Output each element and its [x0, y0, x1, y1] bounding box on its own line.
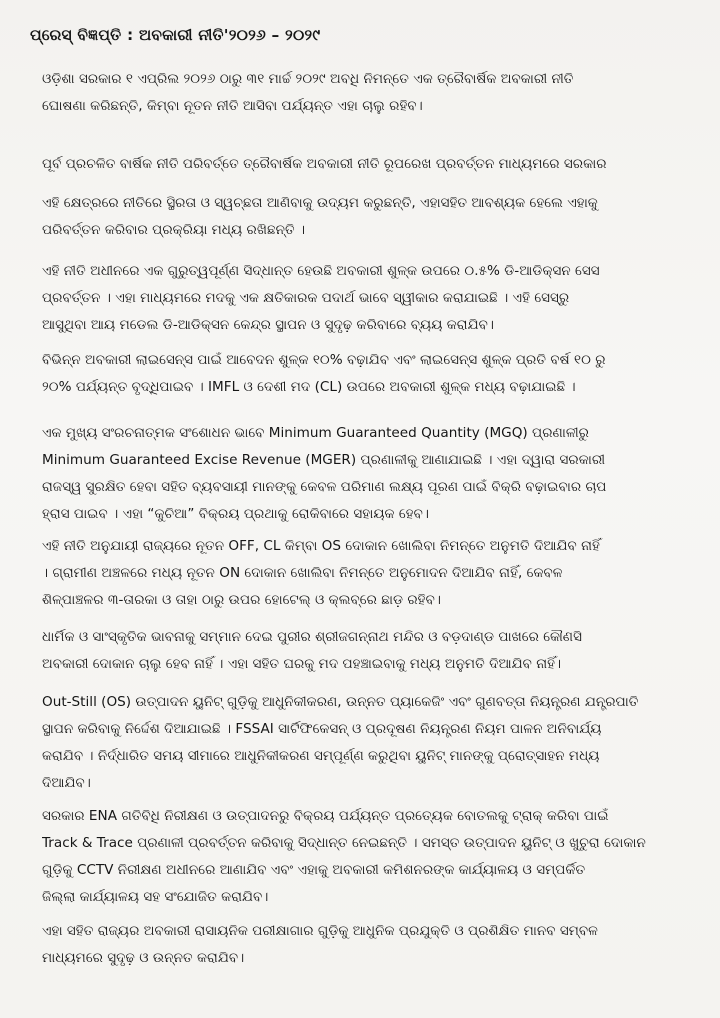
text-line: ଅବକାରୀ ଦୋକାନ ଚାଲୁ ହେବ ନାହିଁ । ଏହା ସହିତ ଘରକୁ ମଦ ପହଞ୍ଚାଇବାକୁ ମଧ୍ୟ ଅନୁମତି ଦିଆଯିବ ନାହିଁ। — [42, 656, 562, 672]
text-line: ଦିଆଯିବ। — [42, 775, 91, 791]
text-line: ମାଧ୍ୟମରେ ସୁଦୃଢ଼ ଓ ଉନ୍ନତ କରାଯିବ। — [42, 950, 245, 966]
text-line: ଘୋଷଣା କରିଛନ୍ତି, କିମ୍ବା ନୂତନ ନୀତି ଆସିବା ପର୍ଯ୍ୟନ୍ତ ଏହା ଚାଲୁ ରହିବ। — [42, 98, 423, 114]
paragraph-chemical-labs — [42, 918, 692, 972]
paragraph-stability — [42, 190, 692, 244]
text-line: ଏହି ନୀତି ଅନୁଯାୟୀ ରାଜ୍ୟରେ ନୂତନ OFF, CL କିମ୍ବା OS ଦୋକାନ ଖୋଲିବା ନିମନ୍ତେ ଅନୁମତି ଦିଆଯିବ ନାହିଁ — [42, 538, 600, 554]
text-line: ସ୍ଥାପନ କରିବାକୁ ନିର୍ଦ୍ଦେଶ ଦିଆଯାଇଛି । FSSAI ସାର୍ଟିଫିକେସନ୍ ଓ ପ୍ରଦୂଷଣ ନିୟନ୍ତ୍ରଣ ନିୟମ ପାଳନ ଅନିବାର୍ଯ୍ୟ — [42, 721, 602, 737]
text-line: ପୂର୍ବ ପ୍ରଚଳିତ ବାର୍ଷିକ ନୀତି ପରିବର୍ତ୍ତେ ତ୍ରୈବାର୍ଷିକ ଅବକାରୀ ନୀତି ରୂପରେଖ ପ୍ରବର୍ତ୍ତନ ମାଧ୍ୟମରେ ସରକାର — [42, 156, 607, 172]
text-line: ହ୍ରାସ ପାଇବ । ଏହା “କୁଚିଆ” ବିକ୍ରୟ ପ୍ରଥାକୁ ରୋକିବାରେ ସହାୟକ ହେବ। — [42, 506, 430, 522]
text-line: ୨୦% ପର୍ଯ୍ୟନ୍ତ ବୃଦ୍ଧିପାଇବ । IMFL ଓ ଦେଶୀ ମଦ (CL) ଉପରେ ଅବକାରୀ ଶୁଳ୍କ ମଧ୍ୟ ବଢ଼ାଯାଇଛି । — [42, 379, 576, 395]
text-line: ଏକ ମୁଖ୍ୟ ସଂରଚନାତ୍ମକ ସଂଶୋଧନ ଭାବେ Minimum Guaranteed Quantity (MGQ) ପ୍ରଣାଳୀରୁ — [42, 425, 589, 441]
text-line: ଗୁଡ଼ିକୁ CCTV ନିରୀକ୍ଷଣ ଅଧୀନରେ ଆଣାଯିବ ଏବଂ ଏହାକୁ ଅବକାରୀ କମିଶନରଙ୍କ କାର୍ଯ୍ୟାଳୟ ଓ ସମ୍ପର୍କିତ — [42, 862, 586, 878]
text-line: ବିଭିନ୍ନ ଅବକାରୀ ଲାଇସେନ୍ସ ପାଇଁ ଆବେଦନ ଶୁଳ୍କ ୧୦% ବଢ଼ାଯିବ ଏବଂ ଲାଇସେନ୍ସ ଶୁଳ୍କ ପ୍ରତି ବର୍ଷ ୧୦ ରୁ — [42, 352, 606, 368]
text-line: ଏହି କ୍ଷେତ୍ରରେ ନୀତିରେ ସ୍ଥିରତା ଓ ସ୍ୱଚ୍ଛତା ଆଣିବାକୁ ଉଦ୍ୟମ କରୁଛନ୍ତି, ଏହାସହିତ ଆବଶ୍ୟକ ହେଲେ ଏହାକୁ — [42, 195, 598, 211]
paragraph-out-still — [42, 689, 692, 797]
paragraph-new-shops — [42, 533, 692, 614]
paragraph-triennial-policy — [42, 151, 692, 178]
text-line: Out-Still (OS) ଉତ୍ପାଦନ ୟୁନିଟ୍ ଗୁଡ଼ିକୁ ଆଧୁନିକୀକରଣ, ଉନ୍ନତ ପ୍ୟାକେଜିଂ ଏବଂ ଗୁଣବତ୍ତା ନିୟନ୍ତ୍ରଣ ଯନ୍ତ୍ରପାତି — [42, 694, 639, 710]
text-line: କରାଯିବ । ନିର୍ଦ୍ଧାରିତ ସମୟ ସୀମାରେ ଆଧୁନିକୀକରଣ ସମ୍ପୂର୍ଣ୍ଣ କରୁଥିବା ୟୁନିଟ୍ ମାନଙ୍କୁ ପ୍ରୋତ୍ସାହନ ମଧ୍ୟ — [42, 748, 600, 764]
paragraph-license-fees — [42, 347, 692, 401]
text-line: ଏହି ନୀତି ଅଧୀନରେ ଏକ ଗୁରୁତ୍ୱପୂର୍ଣ୍ଣ ସିଦ୍ଧାନ୍ତ ହେଉଛି ଅବକାରୀ ଶୁଳ୍କ ଉପରେ ୦.୫% ଡି-ଆଡିକ୍ସନ ସେସ — [42, 263, 600, 279]
text-line: ସରକାର ENA ଗତିବିଧି ନିରୀକ୍ଷଣ ଓ ଉତ୍ପାଦନରୁ ବିକ୍ରୟ ପର୍ଯ୍ୟନ୍ତ ପ୍ରତ୍ୟେକ ବୋତଲକୁ ଟ୍ରାକ୍ କରିବା ପାଇଁ — [42, 808, 609, 824]
text-line: ଧାର୍ମିକ ଓ ସାଂସ୍କୃତିକ ଭାବନାକୁ ସମ୍ମାନ ଦେଇ ପୁରୀର ଶ୍ରୀଜଗନ୍ନାଥ ମନ୍ଦିର ଓ ବଡ଼ଦାଣ୍ଡ ପାଖରେ କୌଣସି — [42, 629, 582, 645]
text-line: ଜିଲ୍ଲା କାର୍ଯ୍ୟାଳୟ ସହ ସଂଯୋଜିତ କରାଯିବ। — [42, 889, 269, 905]
text-line: Minimum Guaranteed Excise Revenue (MGER) ପ୍ରଣାଳୀକୁ ଆଣାଯାଇଛି । ଏହା ଦ୍ୱାରା ସରକାରୀ — [42, 452, 606, 468]
document-title: ପ୍ରେସ୍ ବିଜ୍ଞପ୍ତି : ଅବକାରୀ ନୀତି'୨୦୨୬ – ୨୦୨୯ — [30, 26, 321, 44]
text-line: Track & Trace ପ୍ରଣାଳୀ ପ୍ରବର୍ତ୍ତନ କରିବାକୁ ସିଦ୍ଧାନ୍ତ ନେଇଛନ୍ତି । ସମସ୍ତ ଉତ୍ପାଦନ ୟୁନିଟ୍ ଓ ଖୁଚୁରା ଦୋକାନ — [42, 835, 646, 851]
text-line: ଓଡ଼ିଶା ସରକାର ୧ ଏପ୍ରିଲ ୨୦୨୬ ଠାରୁ ୩୧ ମାର୍ଚ୍ଚ ୨୦୨୯ ଅବଧି ନିମନ୍ତେ ଏକ ତ୍ରୈବାର୍ଷିକ ଅବକାରୀ ନୀତି — [42, 71, 574, 87]
text-line: । ଗ୍ରାମୀଣ ଅଞ୍ଚଳରେ ମଧ୍ୟ ନୂତନ ON ଦୋକାନ ଖୋଲିବା ନିମନ୍ତେ ଅନୁମୋଦନ ଦିଆଯିବ ନାହିଁ, କେବଳ — [42, 565, 563, 581]
paragraph-track-trace — [42, 803, 692, 911]
text-line: ପ୍ରବର୍ତ୍ତନ । ଏହା ମାଧ୍ୟମରେ ମଦକୁ ଏକ କ୍ଷତିକାରକ ପଦାର୍ଥ ଭାବେ ସ୍ୱୀକାର କରାଯାଇଛି । ଏହି ସେସ୍‌ରୁ — [42, 290, 570, 306]
text-line: ରାଜସ୍ୱ ସୁରକ୍ଷିତ ହେବା ସହିତ ବ୍ୟବସାୟୀ ମାନଙ୍କୁ କେବଳ ପରିମାଣ ଲକ୍ଷ୍ୟ ପୂରଣ ପାଇଁ ବିକ୍ରି ବଢ଼ାଇବାର ଚାପ — [42, 479, 607, 495]
text-line: ଶିଳ୍ପାଞ୍ଚଳର ୩-ତାରକା ଓ ତାହା ଠାରୁ ଉପର ହୋଟେଲ୍ ଓ କ୍ଲବ୍‌ରେ ଛାଡ଼ ରହିବ। — [42, 592, 441, 608]
paragraph-religious-sites — [42, 624, 692, 678]
paragraph-de-addiction-cess — [42, 258, 692, 339]
paragraph-announcement — [42, 66, 692, 120]
text-line: ପରିବର୍ତ୍ତନ କରିବାର ପ୍ରକ୍ରିୟା ମଧ୍ୟ ରଖିଛନ୍ତି । — [42, 222, 306, 238]
text-line: ଆସୁଥିବା ଆୟ ମଡେଲ ଡି-ଆଡିକ୍ସନ କେନ୍ଦ୍ର ସ୍ଥାପନ ଓ ସୁଦୃଢ଼ କରିବାରେ ବ୍ୟୟ କରାଯିବ। — [42, 317, 494, 333]
text-line: ଏହା ସହିତ ରାଜ୍ୟର ଅବକାରୀ ରାସାୟନିକ ପରୀକ୍ଷାଗାର ଗୁଡ଼ିକୁ ଆଧୁନିକ ପ୍ରଯୁକ୍ତି ଓ ପ୍ରଶିକ୍ଷିତ ମାନବ ସମ୍ବଳ — [42, 923, 598, 939]
paragraph-mger — [42, 420, 692, 528]
